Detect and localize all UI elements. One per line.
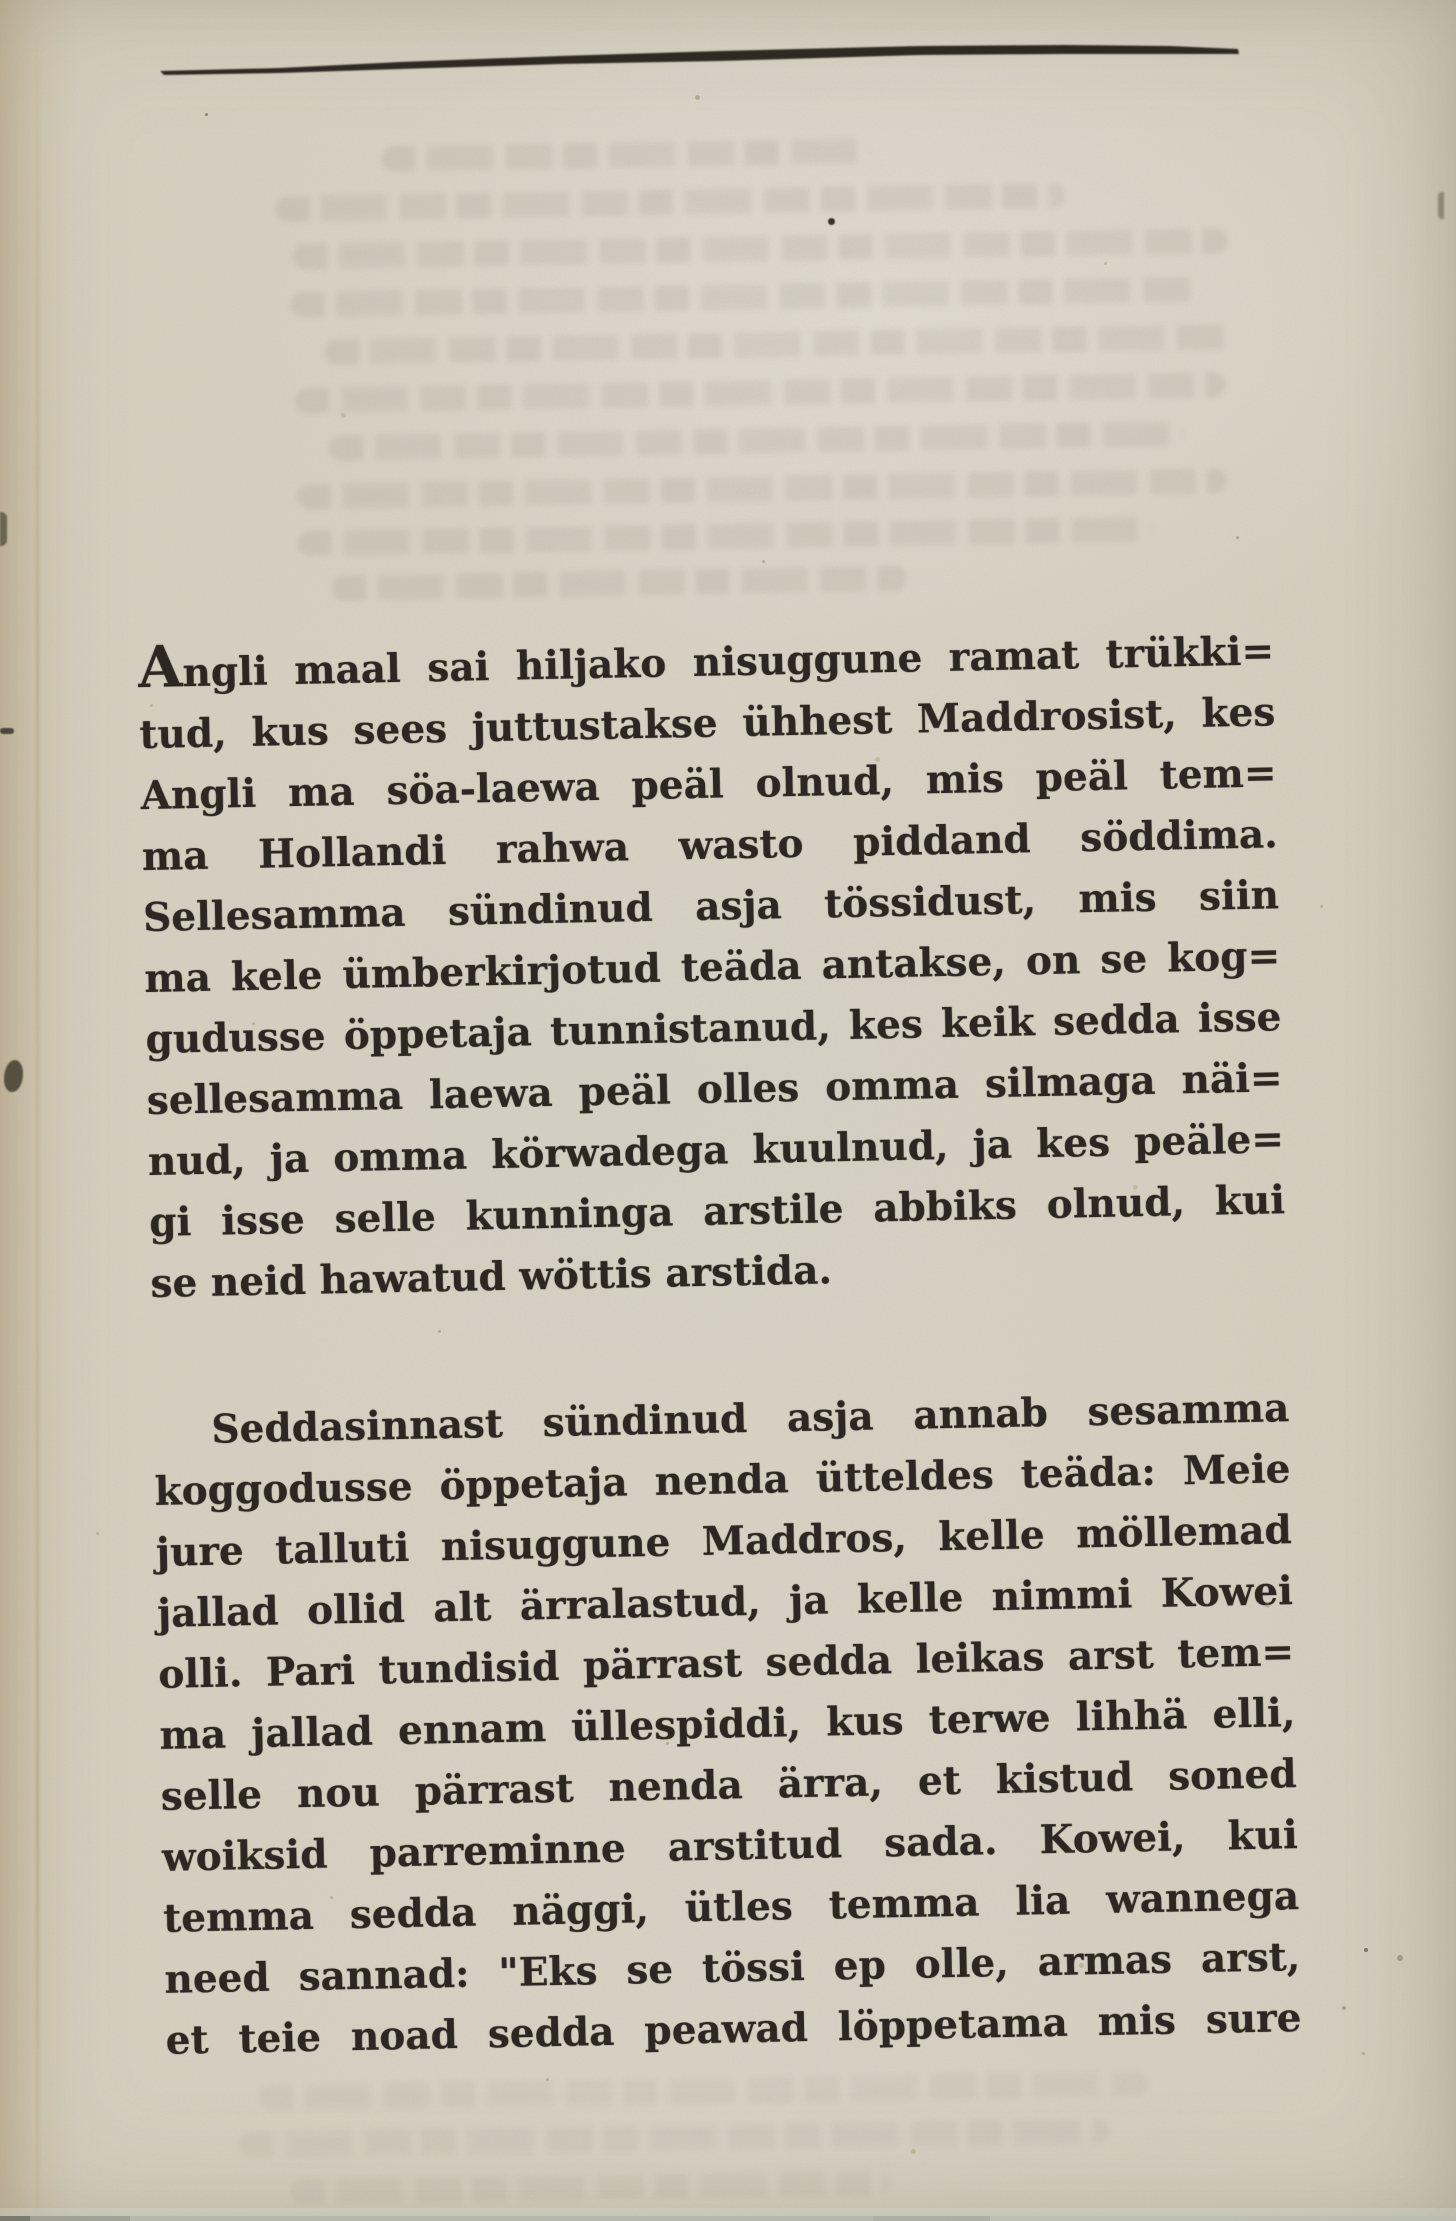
text-line: ma jallad ennam üllespiddi, kus terwe lihhä elli, [159, 1690, 1296, 1759]
text-line: se neid hawatud wöttis arstida. [150, 1247, 833, 1308]
text-line: need sannad: "Eks se tössi ep olle, armas arst, [164, 1934, 1301, 2003]
paper-fiber-specks [0, 0, 3, 3]
scan-edge [0, 2216, 1456, 2221]
left-margin-mark [0, 512, 7, 546]
text-line: jure talluti nisuggune Maddros, kelle möllemad [155, 1507, 1293, 1576]
text-line: tud, kus sees juttustakse ühhest Maddrosist, kes [139, 689, 1276, 759]
text-line: et teie noad sedda peawad löppetama mis sure [165, 1995, 1302, 2064]
text-line: Sellesamma sündinud asja tössidust, mis siin [142, 872, 1280, 942]
left-margin-mark [0, 728, 14, 734]
ink-dot-speck [828, 218, 835, 225]
text-line: gudusse öppetaja tunnistanud, kes keik sedda isse [145, 994, 1282, 1064]
paragraph-1 [138, 621, 1287, 1315]
right-margin-mark [1438, 192, 1444, 219]
scan-edge-shadow [0, 2208, 1456, 2216]
text-line: Seddasinnast sündinud asja annab sesamma [210, 1385, 1290, 1453]
text-line: selle nou pärrast nenda ärra, et kistud soned [160, 1751, 1298, 1820]
text-line: ma kele ümberkirjotud teäda antakse, on se kog= [143, 933, 1281, 1003]
text-line: jallad ollid alt ärralastud, ja kelle nimmi Kowei [156, 1568, 1294, 1637]
text-line: Angli maal sai hiljako nisuggune ramat trükki= [137, 628, 1275, 702]
text-line: koggodusse öppetaja nenda ütteldes teäda: Meie [154, 1446, 1291, 1515]
text-line: ma Hollandi rahwa wasto piddand söddima. [141, 811, 1279, 881]
top-rule [160, 40, 1244, 84]
text-line: gi isse selle kunninga arstile abbiks olnud, kui [148, 1177, 1286, 1247]
text-line: nud, ja omma körwadega kuulnud, ja kes peäle= [147, 1116, 1285, 1186]
text-line: Angli ma söa-laewa peäl olnud, mis peäl tem= [140, 750, 1277, 820]
body-text [138, 621, 1302, 2072]
paragraph-2 [153, 1378, 1302, 2072]
binding-crease [36, 0, 39, 2221]
bottom-right-specks [1364, 1948, 1368, 1952]
text-line: woiksid parreminne arstitud sada. Kowei, kui [161, 1812, 1299, 1881]
text-line: olli. Pari tundisid pärrast sedda leikas arst tem= [157, 1629, 1295, 1698]
text-line: temma sedda näggi, ütles temma lia wannega [162, 1873, 1300, 1942]
text-line: sellesamma laewa peäl olles omma silmaga näi= [146, 1055, 1284, 1125]
